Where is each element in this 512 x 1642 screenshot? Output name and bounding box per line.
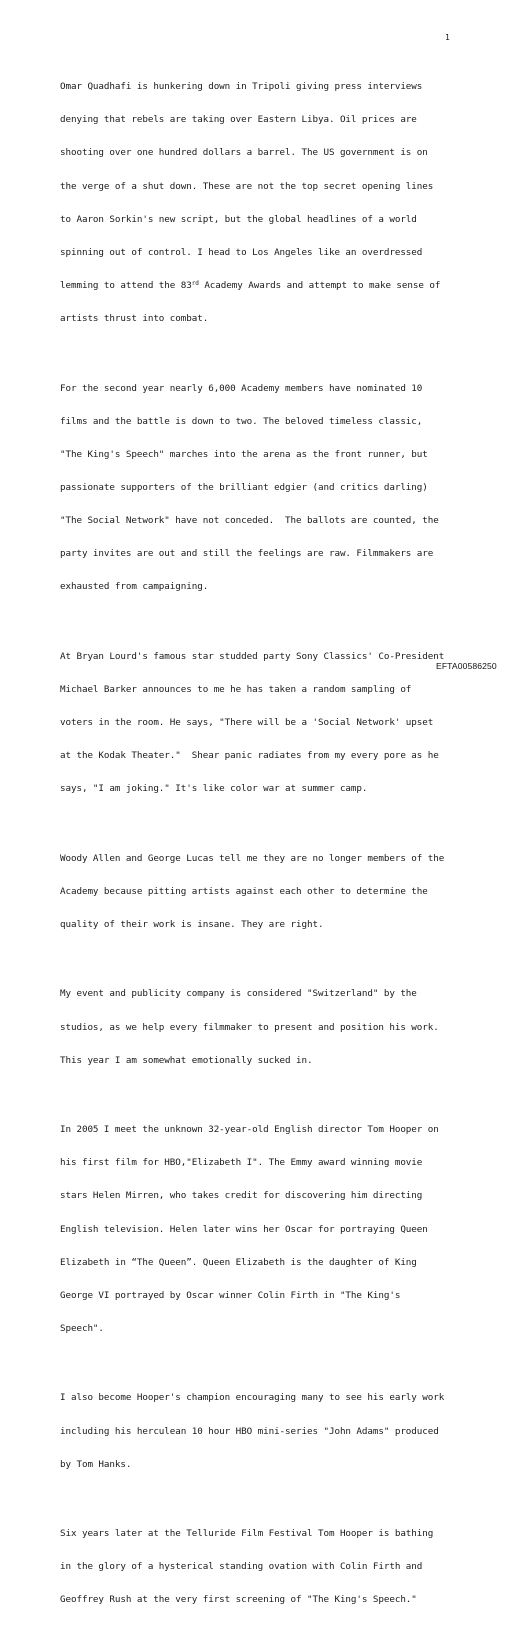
ordinal-suffix: rd — [191, 279, 199, 287]
text-line: Geoffrey Rush at the very first screening of "The King's Speech." — [60, 1594, 417, 1606]
text-line: his first film for HBO,"Elizabeth I". The Emmy award winning movie — [60, 1157, 423, 1169]
text-line: in the glory of a hysterical standing ovation with Colin Firth and — [60, 1561, 423, 1573]
text-line: stars Helen Mirren, who takes credit for discovering him directing — [60, 1190, 423, 1202]
page-number: 1 — [445, 33, 450, 42]
text-line: films and the battle is down to two. The beloved timeless classic, — [60, 415, 423, 427]
text-line: says, "I am joking." It's like color war at summer camp. — [60, 783, 368, 795]
text-line — [60, 280, 460, 291]
text-line: to Aaron Sorkin's new script, but the global headlines of a world — [60, 213, 417, 225]
text-fragment: lemming to attend the 83 — [60, 279, 192, 291]
text-line: "The Social Network" have not conceded. The ballots are counted, the — [60, 515, 439, 527]
text-line: Omar Quadhafi is hunkering down in Tripoli giving press interviews — [60, 81, 423, 93]
text-line: including his herculean 10 hour HBO mini-series "John Adams" produced — [60, 1425, 439, 1437]
document-id: EFTA00586250 — [436, 661, 497, 671]
text-line: English television. Helen later wins her Oscar for portraying Queen — [60, 1223, 428, 1235]
text-line: Elizabeth in “The Queen”. Queen Elizabeth is the daughter of King — [60, 1256, 417, 1268]
text-line: In 2005 I meet the unknown 32-year-old English director Tom Hooper on — [60, 1124, 439, 1136]
text-line: Speech". — [60, 1323, 104, 1334]
text-line: party invites are out and still the feelings are raw. Filmmakers are — [60, 548, 434, 560]
text-line: "The King's Speech" marches into the arena as the front runner, but — [60, 448, 428, 460]
text-line: spinning out of control. I head to Los Angeles like an overdressed — [60, 246, 423, 258]
paragraph-7 — [60, 1370, 460, 1492]
text-line: My event and publicity company is considered "Switzerland" by the — [60, 988, 417, 1000]
text-line: Woody Allen and George Lucas tell me they are no longer members of the — [60, 852, 445, 864]
text-line: Academy because pitting artists against each other to determine the — [60, 885, 428, 897]
text-line: Six years later at the Telluride Film Festival Tom Hooper is bathing — [60, 1528, 434, 1540]
text-line: At Bryan Lourd's famous star studded party Sony Classics' Co-President — [60, 650, 445, 662]
text-line: exhausted from campaigning. — [60, 581, 209, 593]
paragraph-5 — [60, 966, 460, 1088]
text-line: denying that rebels are taking over Eastern Libya. Oil prices are — [60, 114, 417, 126]
paragraph-2 — [60, 360, 460, 614]
text-line: shooting over one hundred dollars a barrel. The US government is on — [60, 147, 428, 159]
paragraph-3 — [60, 629, 460, 817]
text-line: For the second year nearly 6,000 Academy members have nominated 10 — [60, 382, 423, 394]
text-fragment: Academy Awards and attempt to make sense of — [198, 279, 441, 291]
paragraph-1 — [60, 59, 460, 346]
text-line: the verge of a shut down. These are not the top secret opening lines — [60, 180, 434, 192]
text-line: artists thrust into combat. — [60, 313, 209, 325]
text-line: passionate supporters of the brilliant edgier (and critics darling) — [60, 481, 428, 493]
paragraph-6 — [60, 1102, 460, 1356]
text-line: This year I am somewhat emotionally sucked in. — [60, 1054, 313, 1066]
text-line: studios, as we help every filmmaker to present and position his work. — [60, 1021, 439, 1033]
paragraph-4 — [60, 831, 460, 953]
paragraph-8 — [60, 1506, 460, 1628]
text-line: at the Kodak Theater." Shear panic radiates from my every pore as he — [60, 750, 439, 762]
text-line: George VI portrayed by Oscar winner Colin Firth in "The King's — [60, 1289, 401, 1301]
text-line: voters in the room. He says, "There will be a 'Social Network' upset — [60, 717, 434, 729]
document-body — [60, 59, 460, 1642]
text-line: by Tom Hanks. — [60, 1458, 132, 1470]
text-line: I also become Hooper's champion encouraging many to see his early work — [60, 1392, 445, 1404]
text-line: Michael Barker announces to me he has taken a random sampling of — [60, 683, 412, 695]
text-line: quality of their work is insane. They are right. — [60, 919, 324, 931]
